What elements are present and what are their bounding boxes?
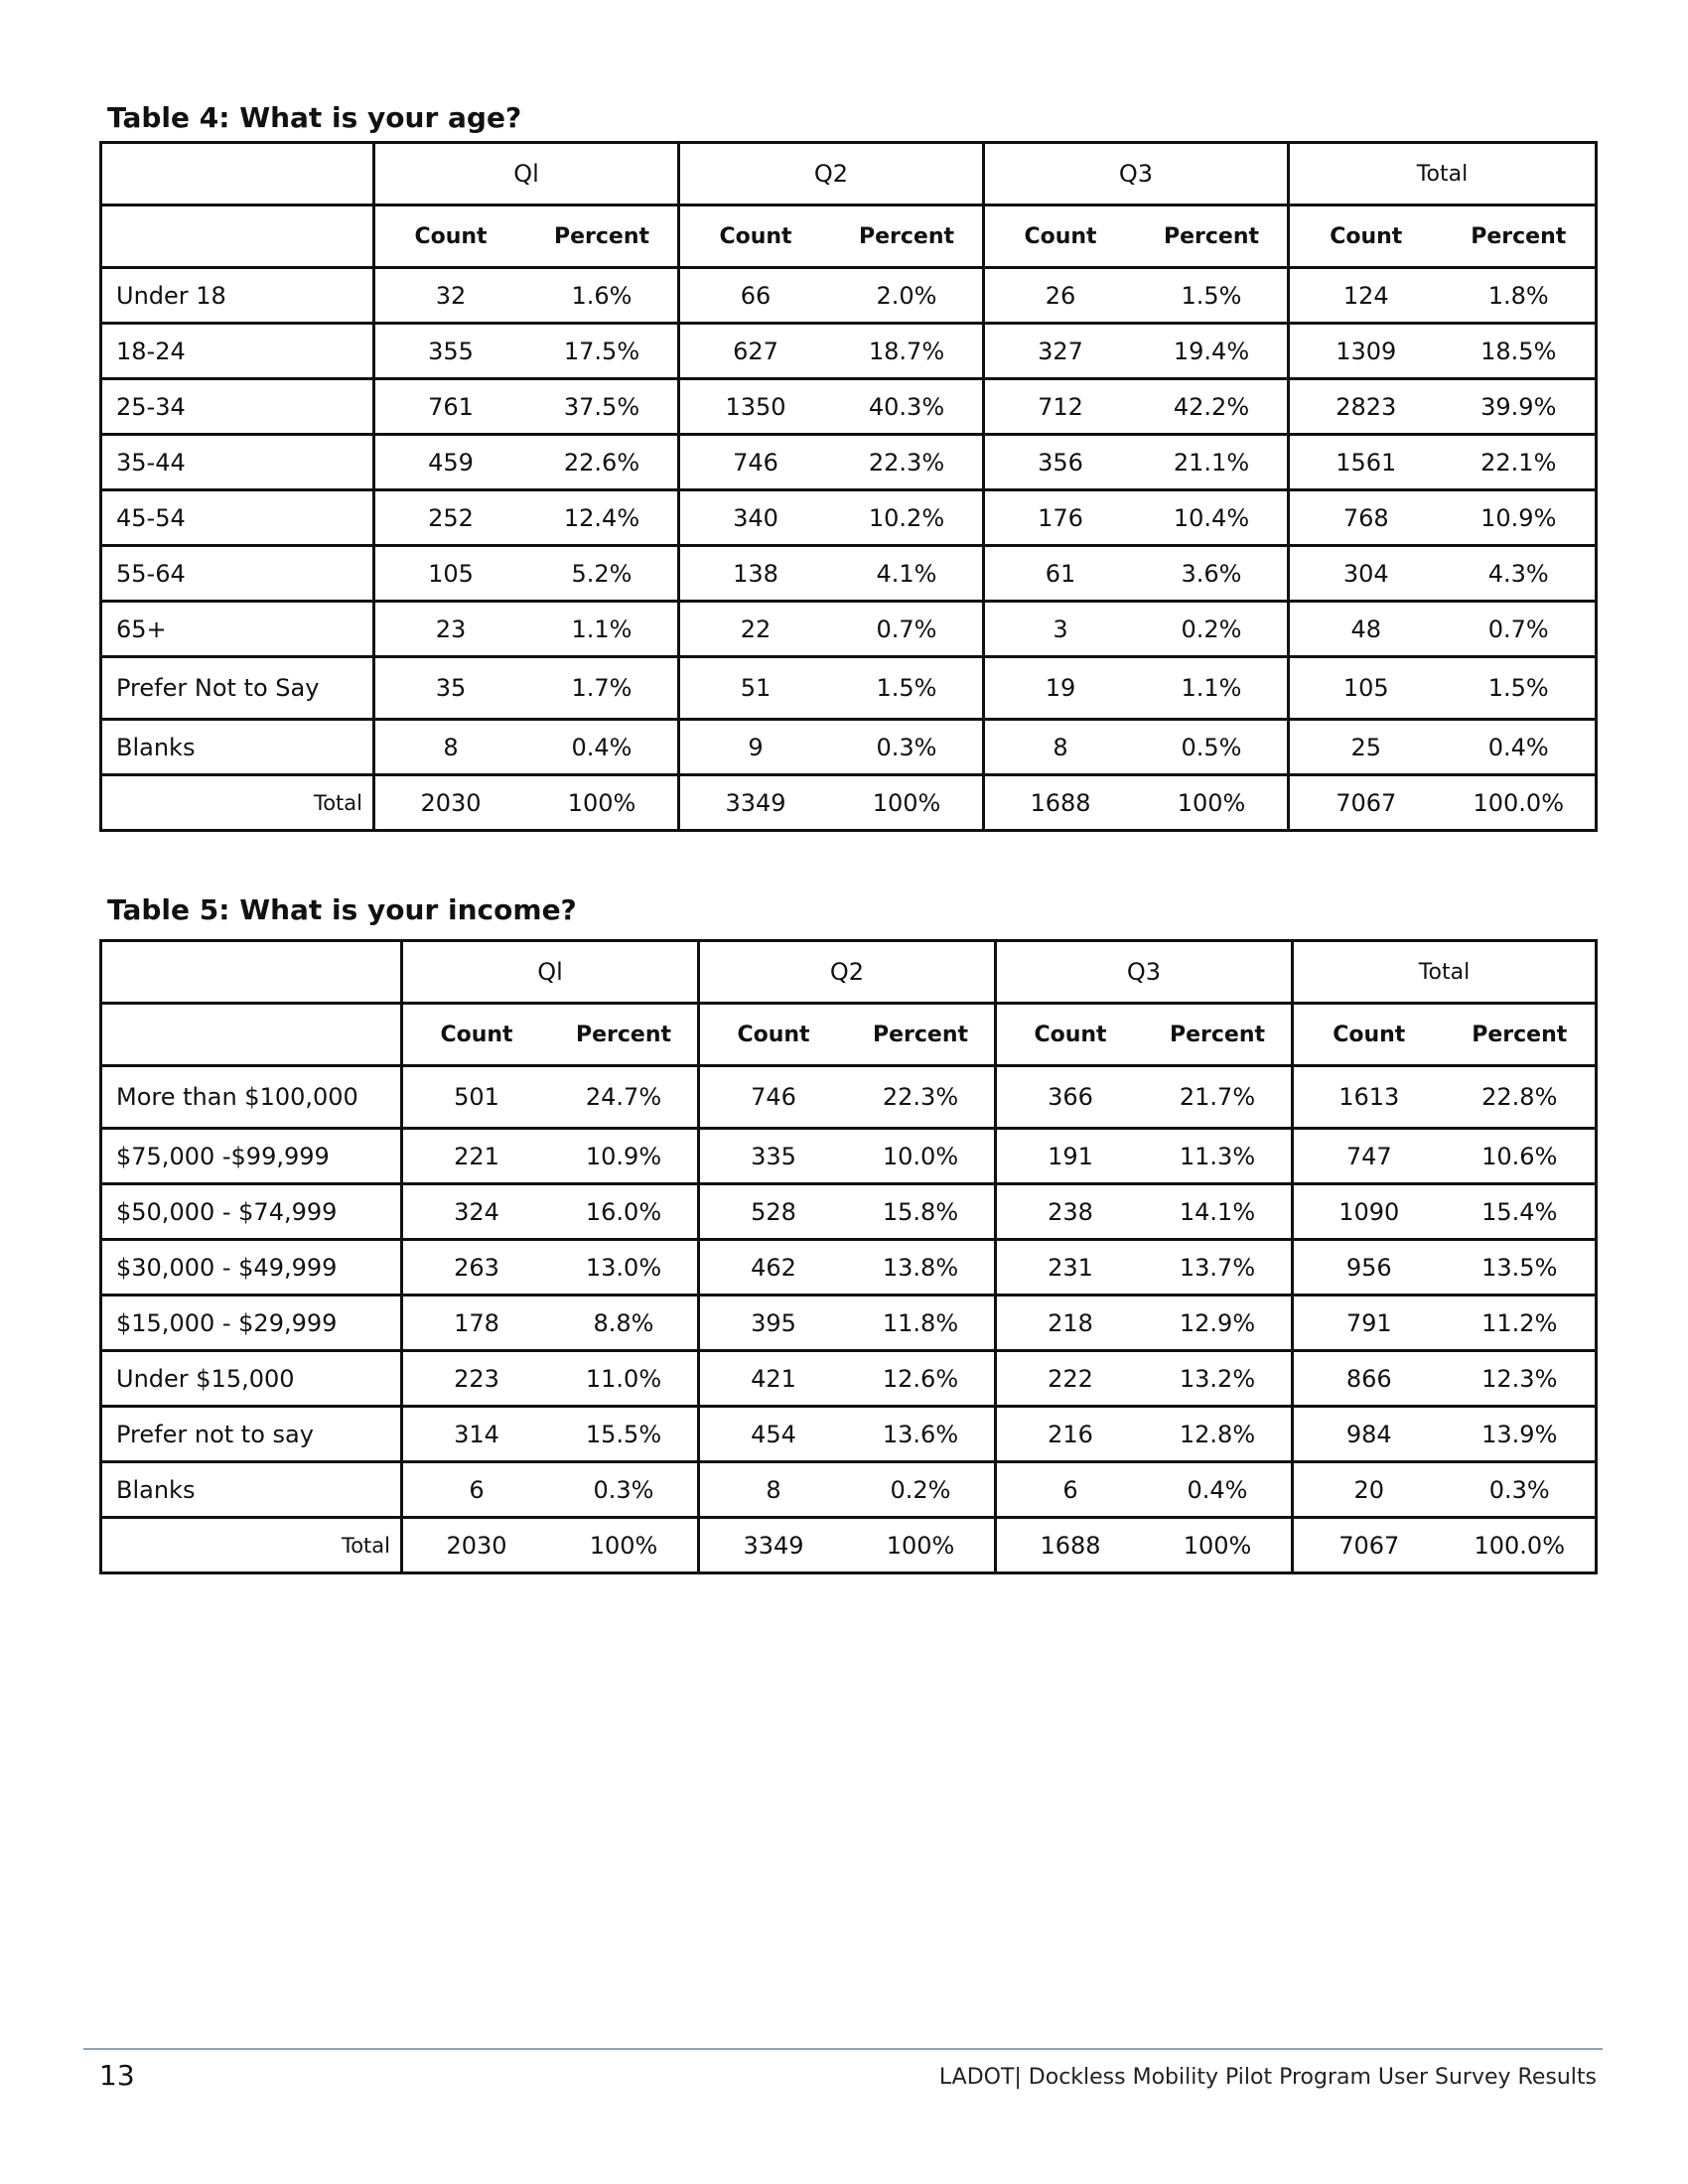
count-cell: 6 <box>1062 1475 1078 1504</box>
table-row <box>101 546 1597 602</box>
table-row <box>101 379 1597 435</box>
table-row <box>101 1066 1597 1129</box>
percent-cell: 12.9% <box>1179 1308 1256 1337</box>
count-cell: 747 <box>1345 1142 1392 1170</box>
count-cell: 1350 <box>725 392 786 421</box>
percent-cell: 15.4% <box>1481 1197 1558 1226</box>
percent-cell: 0.3% <box>876 733 937 761</box>
percent-cell: 42.2% <box>1173 392 1250 421</box>
percent-cell: 24.7% <box>585 1083 662 1111</box>
row-label: 45-54 <box>101 490 374 546</box>
percent-cell: 15.5% <box>585 1420 662 1448</box>
percent-cell: 100% <box>872 788 941 817</box>
group-header: Q2 <box>679 143 984 205</box>
count-cell: 956 <box>1345 1253 1392 1282</box>
row-label: Under 18 <box>101 268 374 324</box>
count-cell: 1561 <box>1336 448 1397 477</box>
percent-cell: 100% <box>589 1531 658 1560</box>
count-cell: 66 <box>740 281 772 310</box>
age-table-body <box>101 268 1597 831</box>
count-cell: 356 <box>1038 448 1083 477</box>
row-label: $50,000 - $74,999 <box>101 1184 402 1240</box>
percent-cell: 0.4% <box>571 733 633 761</box>
percent-cell: 13.8% <box>882 1253 959 1282</box>
count-cell: 231 <box>1048 1253 1093 1282</box>
count-cell: 35 <box>435 674 467 702</box>
blank-corner <box>101 205 374 268</box>
count-header: Count <box>1034 1022 1107 1047</box>
table-row <box>101 1462 1597 1518</box>
count-header: Count <box>414 223 488 249</box>
percent-cell: 1.6% <box>571 281 633 310</box>
count-cell: 791 <box>1345 1308 1392 1337</box>
count-cell: 25 <box>1350 733 1382 761</box>
percent-cell: 0.2% <box>890 1475 951 1504</box>
percent-cell: 12.4% <box>563 503 640 532</box>
group-header: Total <box>1293 941 1597 1004</box>
percent-cell: 22.3% <box>882 1083 959 1111</box>
row-label: Under $15,000 <box>101 1351 402 1407</box>
count-cell: 222 <box>1048 1364 1093 1393</box>
count-cell: 32 <box>435 281 467 310</box>
count-cell: 984 <box>1345 1420 1392 1448</box>
count-cell: 366 <box>1048 1083 1093 1111</box>
percent-cell: 1.5% <box>876 674 937 702</box>
percent-cell: 0.4% <box>1187 1475 1248 1504</box>
percent-cell: 12.8% <box>1179 1420 1256 1448</box>
blank-corner <box>101 1004 402 1066</box>
percent-cell: 10.9% <box>585 1142 662 1170</box>
percent-cell: 19.4% <box>1173 337 1250 365</box>
row-label: Blanks <box>101 720 374 775</box>
percent-cell: 39.9% <box>1480 392 1557 421</box>
count-cell: 459 <box>428 448 474 477</box>
percent-header: Percent <box>1169 1022 1266 1047</box>
age-table <box>99 141 1598 832</box>
table-row <box>101 720 1597 775</box>
table-row <box>101 1129 1597 1184</box>
percent-cell: 0.5% <box>1181 733 1242 761</box>
percent-cell: 0.2% <box>1181 614 1242 643</box>
percent-cell: 100% <box>1183 1531 1252 1560</box>
count-cell: 223 <box>454 1364 499 1393</box>
row-label: 55-64 <box>101 546 374 602</box>
percent-cell: 100.0% <box>1474 1531 1565 1560</box>
table-row <box>101 324 1597 379</box>
count-cell: 1309 <box>1336 337 1397 365</box>
percent-cell: 22.1% <box>1480 448 1557 477</box>
percent-cell: 13.6% <box>882 1420 959 1448</box>
count-cell: 216 <box>1048 1420 1093 1448</box>
percent-cell: 10.6% <box>1481 1142 1558 1170</box>
percent-cell: 17.5% <box>563 337 640 365</box>
percent-header: Percent <box>872 1022 969 1047</box>
percent-header: Percent <box>1472 1022 1568 1047</box>
row-label: Prefer not to say <box>101 1407 402 1462</box>
count-cell: 1688 <box>1030 788 1091 817</box>
percent-header: Percent <box>1163 223 1260 249</box>
row-label: Total <box>101 775 374 831</box>
percent-cell: 5.2% <box>571 559 633 588</box>
count-cell: 26 <box>1045 281 1076 310</box>
count-cell: 8 <box>766 1475 781 1504</box>
count-cell: 9 <box>748 733 764 761</box>
count-cell: 7067 <box>1338 1531 1400 1560</box>
income-table-body <box>101 1066 1597 1573</box>
count-cell: 3349 <box>743 1531 804 1560</box>
percent-cell: 21.1% <box>1173 448 1250 477</box>
count-cell: 191 <box>1048 1142 1093 1170</box>
table-row <box>101 657 1597 720</box>
count-cell: 2823 <box>1336 392 1397 421</box>
count-cell: 1090 <box>1338 1197 1400 1226</box>
count-cell: 421 <box>751 1364 796 1393</box>
percent-cell: 18.5% <box>1480 337 1557 365</box>
percent-cell: 0.7% <box>876 614 937 643</box>
count-cell: 1688 <box>1040 1531 1101 1560</box>
subheader-row <box>101 205 1597 268</box>
count-cell: 20 <box>1353 1475 1385 1504</box>
count-header: Count <box>719 223 792 249</box>
row-label: Total <box>101 1518 402 1573</box>
percent-cell: 4.3% <box>1487 559 1549 588</box>
table-row <box>101 1296 1597 1351</box>
count-cell: 1613 <box>1338 1083 1400 1111</box>
percent-cell: 100% <box>1177 788 1246 817</box>
count-cell: 866 <box>1345 1364 1392 1393</box>
percent-cell: 1.1% <box>1181 674 1242 702</box>
row-label: 35-44 <box>101 435 374 490</box>
percent-cell: 22.6% <box>563 448 640 477</box>
percent-cell: 100% <box>567 788 636 817</box>
percent-cell: 0.3% <box>1488 1475 1550 1504</box>
percent-cell: 10.0% <box>882 1142 959 1170</box>
row-label: $75,000 -$99,999 <box>101 1129 402 1184</box>
count-cell: 263 <box>454 1253 499 1282</box>
percent-cell: 21.7% <box>1179 1083 1256 1111</box>
page-number: 13 <box>99 2059 135 2092</box>
count-cell: 218 <box>1048 1308 1093 1337</box>
percent-cell: 3.6% <box>1181 559 1242 588</box>
percent-header: Percent <box>1471 223 1567 249</box>
percent-cell: 4.1% <box>876 559 937 588</box>
percent-cell: 22.8% <box>1481 1083 1558 1111</box>
count-header: Count <box>440 1022 513 1047</box>
table-row <box>101 602 1597 657</box>
group-header: Total <box>1289 143 1597 205</box>
table-row <box>101 1240 1597 1296</box>
percent-cell: 16.0% <box>585 1197 662 1226</box>
count-cell: 335 <box>751 1142 796 1170</box>
percent-cell: 10.4% <box>1173 503 1250 532</box>
percent-cell: 100.0% <box>1473 788 1564 817</box>
blank-corner <box>101 143 374 205</box>
percent-cell: 2.0% <box>876 281 937 310</box>
count-cell: 8 <box>443 733 459 761</box>
group-header: Ql <box>374 143 679 205</box>
count-header: Count <box>737 1022 810 1047</box>
count-cell: 61 <box>1045 559 1076 588</box>
group-header: Q2 <box>699 941 996 1004</box>
percent-cell: 13.9% <box>1481 1420 1558 1448</box>
count-cell: 238 <box>1048 1197 1093 1226</box>
count-cell: 395 <box>751 1308 796 1337</box>
count-cell: 324 <box>454 1197 499 1226</box>
table-row <box>101 1184 1597 1240</box>
count-cell: 124 <box>1342 281 1389 310</box>
count-cell: 340 <box>733 503 778 532</box>
percent-cell: 18.7% <box>868 337 945 365</box>
percent-cell: 1.5% <box>1487 674 1549 702</box>
row-label: 65+ <box>101 602 374 657</box>
percent-cell: 13.2% <box>1179 1364 1256 1393</box>
percent-cell: 1.7% <box>571 674 633 702</box>
total-row <box>101 1518 1597 1573</box>
percent-header: Percent <box>858 223 955 249</box>
count-header: Count <box>1330 223 1403 249</box>
count-cell: 48 <box>1350 614 1382 643</box>
percent-cell: 12.3% <box>1481 1364 1558 1393</box>
count-cell: 327 <box>1038 337 1083 365</box>
count-cell: 51 <box>740 674 772 702</box>
percent-cell: 22.3% <box>868 448 945 477</box>
row-label: 18-24 <box>101 324 374 379</box>
percent-header: Percent <box>553 223 650 249</box>
percent-cell: 1.8% <box>1487 281 1549 310</box>
row-label: Prefer Not to Say <box>101 657 374 720</box>
percent-cell: 11.2% <box>1481 1308 1558 1337</box>
percent-cell: 0.4% <box>1487 733 1549 761</box>
count-cell: 221 <box>454 1142 499 1170</box>
table-row <box>101 490 1597 546</box>
table5-caption: Table 5: What is your income? <box>107 893 577 926</box>
percent-cell: 0.7% <box>1487 614 1549 643</box>
count-cell: 761 <box>428 392 474 421</box>
percent-cell: 10.9% <box>1480 503 1557 532</box>
count-cell: 501 <box>454 1083 499 1111</box>
percent-cell: 15.8% <box>882 1197 959 1226</box>
count-cell: 7067 <box>1336 788 1397 817</box>
percent-cell: 10.2% <box>868 503 945 532</box>
count-cell: 3349 <box>725 788 786 817</box>
count-cell: 746 <box>733 448 778 477</box>
count-cell: 252 <box>428 503 474 532</box>
row-label: $30,000 - $49,999 <box>101 1240 402 1296</box>
count-cell: 768 <box>1342 503 1389 532</box>
percent-cell: 11.8% <box>882 1308 959 1337</box>
group-header: Ql <box>402 941 699 1004</box>
count-cell: 627 <box>733 337 778 365</box>
row-label: Blanks <box>101 1462 402 1518</box>
count-cell: 19 <box>1045 674 1076 702</box>
percent-cell: 1.1% <box>571 614 633 643</box>
count-header: Count <box>1333 1022 1406 1047</box>
count-cell: 176 <box>1038 503 1083 532</box>
percent-cell: 13.5% <box>1481 1253 1558 1282</box>
percent-cell: 12.6% <box>882 1364 959 1393</box>
count-cell: 138 <box>733 559 778 588</box>
count-cell: 2030 <box>446 1531 507 1560</box>
percent-cell: 0.3% <box>593 1475 654 1504</box>
count-cell: 3 <box>1053 614 1068 643</box>
count-cell: 22 <box>740 614 772 643</box>
count-cell: 8 <box>1053 733 1068 761</box>
row-label: $15,000 - $29,999 <box>101 1296 402 1351</box>
footer-title: LADOT| Dockless Mobility Pilot Program User Survey Results <box>938 2065 1597 2090</box>
count-cell: 314 <box>454 1420 499 1448</box>
percent-cell: 37.5% <box>563 392 640 421</box>
row-label: 25-34 <box>101 379 374 435</box>
table-row <box>101 435 1597 490</box>
count-cell: 454 <box>751 1420 796 1448</box>
footer-divider <box>83 2048 1603 2050</box>
table4-caption: Table 4: What is your age? <box>107 101 522 134</box>
subheader-row <box>101 1004 1597 1066</box>
blank-corner <box>101 941 402 1004</box>
row-label: More than $100,000 <box>101 1066 402 1129</box>
count-cell: 105 <box>1342 674 1389 702</box>
percent-cell: 1.5% <box>1181 281 1242 310</box>
count-cell: 178 <box>454 1308 499 1337</box>
count-cell: 746 <box>751 1083 796 1111</box>
percent-cell: 100% <box>886 1531 955 1560</box>
count-cell: 712 <box>1038 392 1083 421</box>
table-row <box>101 1407 1597 1462</box>
group-header: Q3 <box>996 941 1293 1004</box>
count-cell: 6 <box>469 1475 485 1504</box>
percent-cell: 14.1% <box>1179 1197 1256 1226</box>
table-row <box>101 1351 1597 1407</box>
count-cell: 2030 <box>420 788 482 817</box>
income-table <box>99 939 1598 1574</box>
count-cell: 462 <box>751 1253 796 1282</box>
count-header: Count <box>1024 223 1097 249</box>
count-cell: 105 <box>428 559 474 588</box>
table-row <box>101 268 1597 324</box>
percent-cell: 13.0% <box>585 1253 662 1282</box>
percent-cell: 8.8% <box>593 1308 654 1337</box>
percent-cell: 11.3% <box>1179 1142 1256 1170</box>
percent-cell: 13.7% <box>1179 1253 1256 1282</box>
count-cell: 23 <box>435 614 467 643</box>
percent-cell: 11.0% <box>585 1364 662 1393</box>
count-cell: 528 <box>751 1197 796 1226</box>
count-cell: 304 <box>1342 559 1389 588</box>
count-cell: 355 <box>428 337 474 365</box>
percent-cell: 40.3% <box>868 392 945 421</box>
percent-header: Percent <box>575 1022 672 1047</box>
group-header: Q3 <box>984 143 1289 205</box>
total-row <box>101 775 1597 831</box>
